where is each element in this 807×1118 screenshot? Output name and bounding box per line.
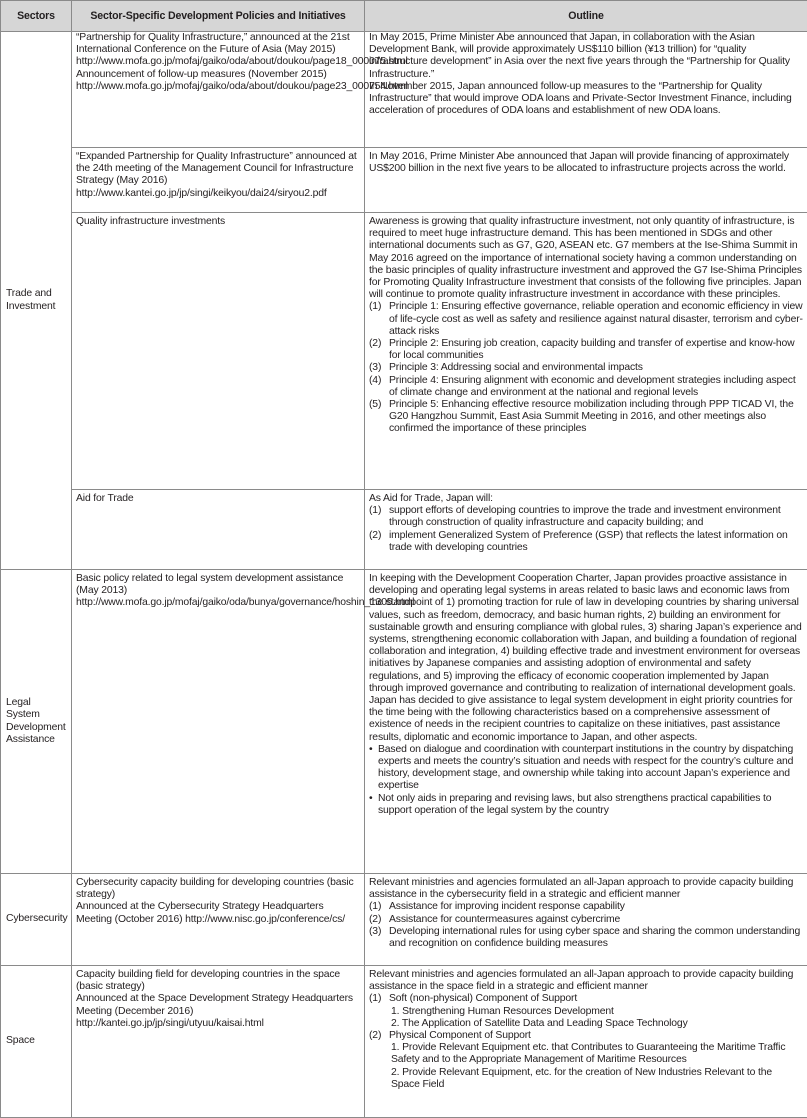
outline-cell — [365, 966, 807, 1118]
list-item — [369, 338, 803, 362]
policy-cell — [72, 874, 365, 966]
list-marker: (5) — [369, 399, 381, 411]
outline-paragraph: Awareness is growing that quality infrastructure investment, not only quantity of infrastructure, is required to meet huge infrastructure demand. This has been mentioned in SDGs and other international documents such as G7, G20, ASEAN etc. G7 members at the Ise-Shima Summit in May 2016 agreed on the importance of international society having a common understanding on the basic principles of quality infrastructure investment and approved the G7 Ise-Shima Principles for Promoting Quality Infrastructure investment that consists of the following five principles. Japan will continue to promote quality infrastructure investment in accordance with these principles. — [369, 216, 803, 301]
list-marker: (1) — [369, 901, 381, 913]
space-sublist — [369, 1006, 803, 1030]
aid-for-trade-list — [369, 505, 803, 554]
bullet-marker: • — [369, 793, 373, 805]
list-text: Principle 4: Ensuring alignment with economic and development strategies including aspect of climate change and environment at the national and regional levels — [389, 375, 796, 398]
outline-paragraph: Relevant ministries and agencies formulated an all-Japan approach to provide capacity building assistance in the space field in a strategic and efficient manner — [369, 969, 803, 993]
list-item — [369, 926, 803, 950]
outline-cell — [365, 213, 807, 490]
list-text: Soft (non-physical) Component of Support — [389, 993, 577, 1004]
list-marker: (1) — [369, 505, 381, 517]
table-row — [1, 32, 807, 148]
sub-list-item: 1. Strengthening Human Resources Development — [369, 1006, 803, 1018]
list-marker: (1) — [369, 993, 381, 1005]
space-list — [369, 993, 803, 1005]
outline-cell — [365, 874, 807, 966]
list-marker: (2) — [369, 914, 381, 926]
policy-line: Capacity building field for developing countries in the space (basic strategy) — [76, 969, 360, 993]
header-policies: Sector-Specific Development Policies and Initiatives — [72, 1, 365, 32]
list-text: Physical Component of Support — [389, 1030, 531, 1041]
list-marker: (2) — [369, 530, 381, 542]
outline-paragraph: In November 2015, Japan announced follow-up measures to the “Partnership for Quality Infrastructure” that would improve ODA loans and Private-Sector Investment Finance, including acceleration of procedures of ODA loans and establishment of new ODA loans. — [369, 81, 803, 118]
list-marker: (1) — [369, 301, 381, 313]
outline-paragraph: In May 2016, Prime Minister Abe announced that Japan will provide financing of approximately US$200 billion in the next five years to be allocated to infrastructure projects across the world. — [369, 151, 803, 175]
policy-cell — [72, 213, 365, 490]
space-list — [369, 1030, 803, 1042]
table-row — [1, 874, 807, 966]
sector-trade-and-investment: Trade and Investment — [1, 32, 72, 570]
space-sublist — [369, 1042, 803, 1091]
list-item — [369, 993, 803, 1005]
list-item — [369, 505, 803, 529]
list-item — [369, 530, 803, 554]
policy-line: Quality infrastructure investments — [76, 216, 360, 228]
outline-paragraph: Relevant ministries and agencies formulated an all-Japan approach to provide capacity building assistance in the cybersecurity field in a strategic and efficient manner — [369, 877, 803, 901]
list-text: Developing international rules for using cyber space and sharing the common understanding and recognition on confidence building measures — [389, 926, 800, 949]
list-marker: (3) — [369, 362, 381, 374]
table-row — [1, 570, 807, 874]
list-text: support efforts of developing countries to improve the trade and investment environment through construction of quality infrastructure and capacity building; and — [389, 505, 781, 528]
list-marker: (4) — [369, 375, 381, 387]
cyber-list — [369, 901, 803, 950]
outline-cell — [365, 570, 807, 874]
list-text: implement Generalized System of Preference (GSP) that reflects the latest information on trade with developing countries — [389, 530, 788, 553]
policy-url: http://www.mofa.go.jp/mofaj/gaiko/oda/about/doukou/page23_000754.html — [76, 81, 360, 93]
policy-line: “Partnership for Quality Infrastructure,” announced at the 21st International Conference on the Future of Asia (May 2015) — [76, 32, 360, 56]
policy-cell — [72, 570, 365, 874]
list-text: Based on dialogue and coordination with counterpart institutions in the country by dispatching experts and meets the country’s situation and needs with respect for the country’s culture and history, development stage, and ownership while taking into account Japan’s experience and expertise — [378, 744, 793, 792]
policy-line: Announced at the Space Development Strategy Headquarters Meeting (December 2016) — [76, 993, 360, 1017]
policy-line: Aid for Trade — [76, 493, 360, 505]
list-text: Principle 1: Ensuring effective governance, reliable operation and economic efficiency in view of life-cycle cost as well as safety and resilience against natural disaster, terrorism and cyber-attack risks — [389, 301, 803, 336]
outline-paragraph: In May 2015, Prime Minister Abe announced that Japan, in collaboration with the Asian Development Bank, will provide approximately US$110 billion (¥13 trillion) for “quality infrastructure development” in Asia over the next five years through the “Partnership for Quality Infrastructure.” — [369, 32, 803, 81]
sector-legal-system: Legal System Development Assistance — [1, 570, 72, 874]
outline-cell — [365, 148, 807, 213]
list-text: Assistance for countermeasures against cybercrime — [389, 914, 620, 925]
header-row — [1, 1, 807, 32]
policy-line: “Expanded Partnership for Quality Infrastructure” announced at the 24th meeting of the Management Council for Infrastructure Strategy (May 2016) — [76, 151, 360, 188]
list-item — [369, 399, 803, 436]
policy-cell — [72, 32, 365, 148]
outline-paragraph: In keeping with the Development Cooperation Charter, Japan provides proactive assistance in developing and operating legal systems in areas related to basic laws and economic laws from the standpoint of 1) promoting traction for rule of law in developing countries by sharing universal values, such as freedom, democracy, and basic human rights, 2) building an environment for sustainable growth and ensuring compliance with global rules, 3) sharing Japan’s experience and systems, strengthening economic collaboration with Japan, and building a foundation of regional collaboration and integration, 4) building effective trade and investment environment for overseas initiatives by Japanese companies and assisting adoption of environmental and safety regulations, and 5) improving the efficacy of economic cooperation implemented by Japan through improved governance and contributing to realization of international development goals. — [369, 573, 803, 695]
list-marker: (3) — [369, 926, 381, 938]
list-item — [369, 744, 803, 793]
list-item — [369, 1030, 803, 1042]
list-text: Assistance for improving incident response capability — [389, 901, 625, 912]
table-row — [1, 148, 807, 213]
list-text: Not only aids in preparing and revising laws, but also strengthens practical capabilities to support operation of the legal system by the country — [378, 793, 771, 816]
list-item — [369, 914, 803, 926]
sector-space: Space — [1, 966, 72, 1118]
policy-url: http://www.mofa.go.jp/mofaj/gaiko/oda/about/doukou/page18_000075.html — [76, 56, 360, 68]
outline-paragraph: As Aid for Trade, Japan will: — [369, 493, 803, 505]
policy-url: http://www.mofa.go.jp/mofaj/gaiko/oda/bunya/governance/hoshin_1305.html — [76, 597, 360, 609]
policy-url: http://kantei.go.jp/jp/singi/utyuu/kaisai.html — [76, 1018, 360, 1030]
bullet-marker: • — [369, 744, 373, 756]
sub-list-item: 2. Provide Relevant Equipment, etc. for the creation of New Industries Relevant to the Space Field — [369, 1067, 803, 1091]
list-item — [369, 301, 803, 338]
list-item — [369, 901, 803, 913]
characteristics-list — [369, 744, 803, 817]
list-text: Principle 2: Ensuring job creation, capacity building and transfer of expertise and know-how for local communities — [389, 338, 795, 361]
list-text: Principle 3: Addressing social and environmental impacts — [389, 362, 643, 373]
policy-line: Basic policy related to legal system development assistance (May 2013) — [76, 573, 360, 597]
sector-cybersecurity: Cybersecurity — [1, 874, 72, 966]
sub-list-item: 2. The Application of Satellite Data and Leading Space Technology — [369, 1018, 803, 1030]
list-marker: (2) — [369, 338, 381, 350]
principles-list — [369, 301, 803, 435]
policy-cell — [72, 490, 365, 570]
policy-cell — [72, 966, 365, 1118]
header-sectors: Sectors — [1, 1, 72, 32]
table-row — [1, 490, 807, 570]
outline-cell — [365, 32, 807, 148]
list-text: Principle 5: Enhancing effective resource mobilization including through PPP TICAD VI, the G20 Hangzhou Summit, East Asia Summit Meeting in 2016, and other meetings also confirmed the importance of these principles — [389, 399, 794, 434]
policy-url: http://www.kantei.go.jp/jp/singi/keikyou/dai24/siryou2.pdf — [76, 188, 360, 200]
list-item — [369, 375, 803, 399]
policy-line: Cybersecurity capacity building for developing countries (basic strategy) — [76, 877, 360, 901]
table-row — [1, 213, 807, 490]
header-outline: Outline — [365, 1, 807, 32]
policy-line: Announced at the Cybersecurity Strategy Headquarters Meeting (October 2016) http://www.nisc.go.jp/conference/cs/ — [76, 901, 360, 925]
outline-paragraph: Japan has decided to give assistance to legal system development in eight priority countries for the time being with the following characteristics based on a comprehensive assessment of existence of needs in the recipient countries to capitalize on these initiatives, past assistance results, diplomatic and economic importance to Japan, and other aspects. — [369, 695, 803, 744]
policy-cell — [72, 148, 365, 213]
table-row — [1, 966, 807, 1118]
list-marker: (2) — [369, 1030, 381, 1042]
sub-list-item: 1. Provide Relevant Equipment etc. that Contributes to Guaranteeing the Maritime Traffic Safety and to the Appropriate Management of Maritime Resources — [369, 1042, 803, 1066]
policy-line: Announcement of follow-up measures (November 2015) — [76, 69, 360, 81]
list-item — [369, 793, 803, 817]
outline-cell — [365, 490, 807, 570]
list-item — [369, 362, 803, 374]
